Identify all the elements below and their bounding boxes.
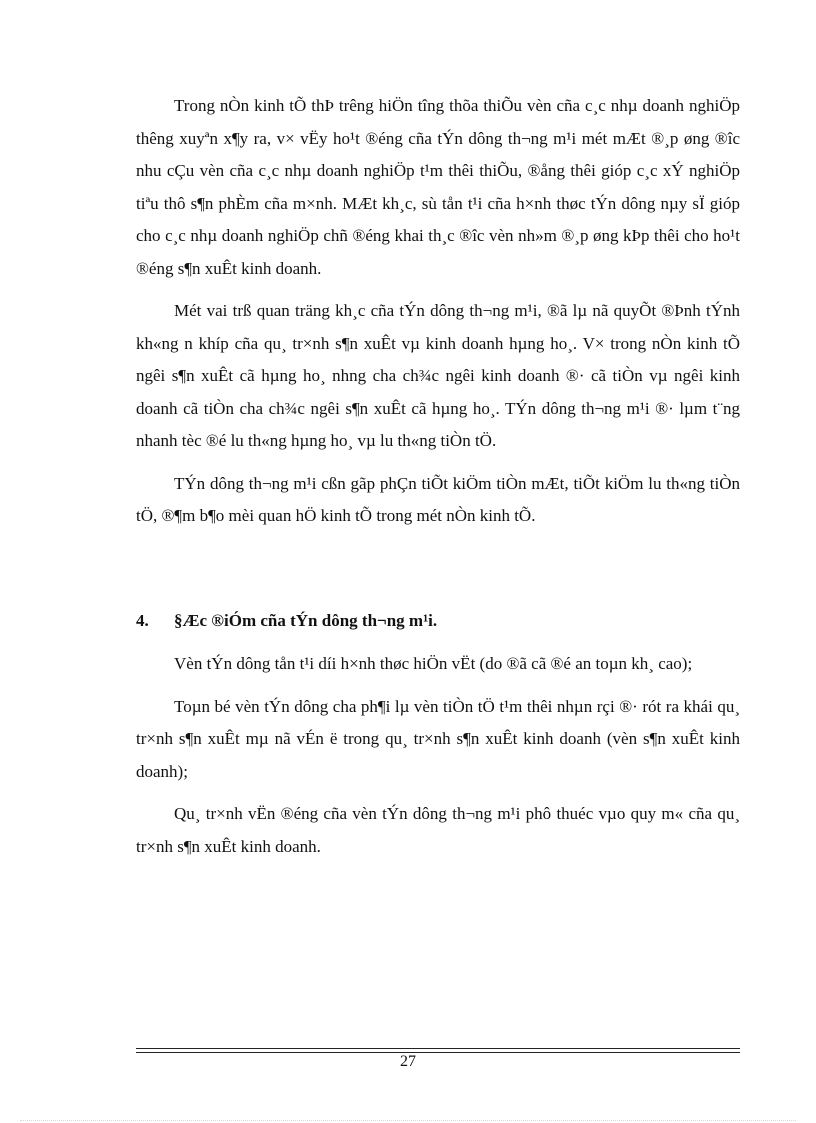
page-edge-divider <box>20 1120 796 1121</box>
section-number: 4. <box>136 611 149 630</box>
section-heading <box>136 605 740 637</box>
paragraph: Trong nÒn kinh tÕ thÞ trêng hiÖn tîng thõa thiÕu vèn cña c¸c nhµ doanh nghiÖp thêng xuyªn x¶y ra, v× vËy ho¹t ®éng cña tÝn dông th¬ng m¹i mét mÆt ®¸p øng ®îc nhu cÇu vèn cña c¸c nhµ doanh nghiÖp t¹m thêi thiÕu, ®ång thêi gióp c¸c xÝ nghiÖp tiªu thô s¶n phÈm cña m×nh. MÆt kh¸c, sù tån t¹i cña h×nh thøc tÝn dông nµy sÏ gióp cho c¸c nhµ doanh nghiÖp chñ ®éng khai th¸c ®îc vèn nh»m ®¸p øng kÞp thêi cho ho¹t ®éng s¶n xuÊt kinh doanh. <box>136 96 740 278</box>
paragraph: Vèn tÝn dông tån t¹i díi h×nh thøc hiÖn vËt (do ®ã cã ®é an toµn kh¸ cao); <box>174 654 693 673</box>
paragraph: Toµn bé vèn tÝn dông cha ph¶i lµ vèn tiÒn tÖ t¹m thêi nhµn rçi ®· rót ra khái qu¸ tr×nh s¶n xuÊt mµ nã vÉn ë trong qu¸ tr×nh s¶n xuÊt kinh doanh (vèn s¶n xuÊt kinh doanh); <box>136 696 740 781</box>
paragraph: Qu¸ tr×nh vËn ®éng cña vèn tÝn dông th¬ng m¹i phô thuéc vµo quy m« cña qu¸ tr×nh s¶n xuÊt kinh doanh. <box>136 804 740 856</box>
paragraph: TÝn dông th¬ng m¹i cßn gãp phÇn tiÕt kiÖm tiÒn mÆt, tiÕt kiÖm lu th«ng tiÒn tÖ, ®¶m b¶o mèi quan hÖ kinh tÕ trong mét nÒn kinh tÕ. <box>136 473 740 525</box>
paragraph: Mét vai trß quan träng kh¸c cña tÝn dông th¬ng m¹i, ®ã lµ nã quyÕt ®Þnh tÝnh kh«ng n khíp cña qu¸ tr×nh s¶n xuÊt vµ kinh doanh hµng ho¸. V× trong nÒn kinh tÕ ngêi s¶n xuÊt cã hµng ho¸ nhng cha ch¾c ngêi kinh doanh ®· cã tiÒn vµ ngêi kinh doanh cã tiÒn cha ch¾c ngêi s¶n xuÊt cã hµng ho¸. TÝn dông th¬ng m¹i ®· lµm t¨ng nhanh tèc ®é lu th«ng hµng ho¸ vµ lu th«ng tiÒn tÖ. <box>136 301 740 450</box>
page-number: 27 <box>400 1053 416 1070</box>
body-section-2 <box>136 648 740 873</box>
section-title: §Æc ®iÓm cña tÝn dông th¬ng m¹i. <box>174 611 438 630</box>
body-section-1 <box>136 90 740 543</box>
